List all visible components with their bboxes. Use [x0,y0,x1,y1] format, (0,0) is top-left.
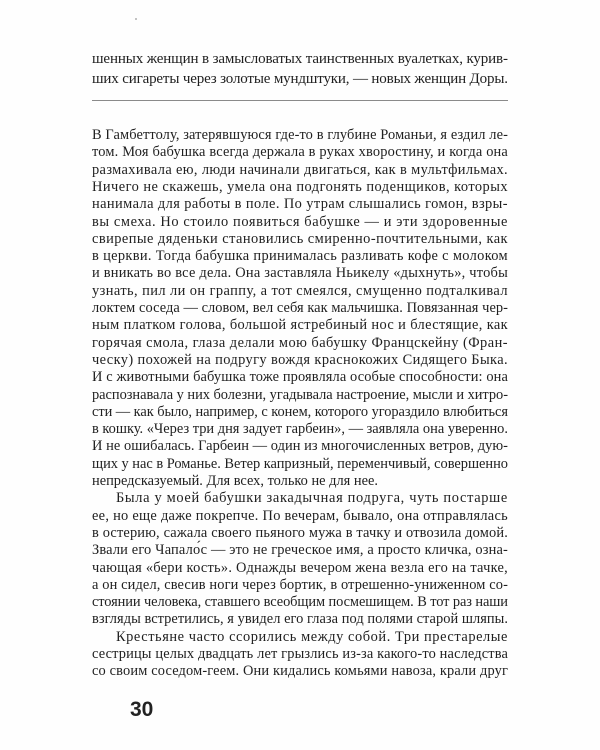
text-line: ее, но еще даже покрепче. По вечерам, бывало, она отправлялась [92,507,508,524]
text-line: и вникать во все дела. Она заставляла Ньикелу «дыхнуть», чтобы [92,265,508,282]
text-line: а он сидел, свесив ноги через бортик, в отрешенно-униженном со- [92,576,509,593]
text-line: взгляды встретились, я увидел его глаза под полями старой шляпы. [92,611,509,628]
text-line: горячая смола, глаза делали мою бабушку Францскейну (Фран- [92,334,508,351]
text-line: со своим соседом-геем. Они кидались комьями навоза, крали друг [92,663,509,680]
text-line: щих у нас в Романье. Ветер капризный, переменчивый, совершенно [92,455,508,472]
page-number: 30 [130,698,154,721]
text-line: размахивала ею, люди начинали двигаться, как в мультфильмах. [92,161,509,178]
text-line: сти — как было, например, с конем, которого угораздило влюбиться [92,403,508,420]
text-line: ческу) похожей на подругу вождя краснокожих Сидящего Быка. [92,351,508,368]
text-line: шенных женщин в замысловатых таинственных вуалетках, курив- [92,51,508,67]
text-line: вы смеха. Но стоило появиться бабушке — и эти здоровенные [92,213,508,230]
text-line: В Гамбеттолу, затерявшуюся где-то в глубине Романьи, я ездил ле- [92,127,509,143]
text-line: чающая «бери кость». Однажды вечером жена везла его на тачке, [92,559,508,576]
print-speck [135,18,137,20]
text-line: ших сигареты через золотые мундштуки, — новых женщин Доры. [92,71,508,87]
text-line: свирепые дяденьки становились смиренно-почтительными, как [92,230,509,247]
text-line: непредсказуемый. Для всех, только не для нее. [92,473,378,489]
text-line: том. Моя бабушка всегда держала в руках хворостину, и когда она [92,144,508,161]
text-line: Ничего не скажешь, умела она подгонять поденщиков, которых [92,178,509,195]
text-line: нанимала для работы в поле. По утрам слышались гомон, взры- [92,196,508,213]
text-line: распознавала у них болезни, угадывала настроение, мысли и хитро- [92,386,508,403]
section-divider [92,100,508,101]
text-line: И с животными бабушка тоже проявляла особые способности: она [92,369,509,386]
text-line: Была у моей бабушки закадычная подруга, чуть постарше [116,490,508,507]
text-line: узнать, пил ли он граппу, а тот смеялся, смущенно подталкивал [92,282,508,299]
text-line: сестрицы целых двадцать лет грызлись из-за какого-то наследства [92,646,509,662]
text-line: в кошку. «Через три дня задует гарбеин», — заявляла она уверенно. [92,421,508,438]
text-line: в остерию, сажала своего пьяного мужа в тачку и отвозила домой. [92,524,508,541]
text-line: в церкви. Тогда бабушка принималась разливать кофе с молоком [92,248,508,265]
text-line: И не ошибалась. Гарбеин — один из многочисленных ветров, дую- [92,438,509,455]
text-line: Крестьяне часто ссорились между собой. Три престарелые [116,628,508,645]
text-line: стоянии человека, ставшего всеобщим посмешищем. В тот раз наши [92,594,508,611]
text-line: Звали его Чапало́с — это не греческое имя, а просто кличка, озна- [92,542,508,559]
text-line: локтем соседа — словом, вел себя как мальчишка. Повязанная чер- [92,300,509,316]
text-line: ным платком голова, большой ястребиный нос и блестящие, как [92,317,509,334]
